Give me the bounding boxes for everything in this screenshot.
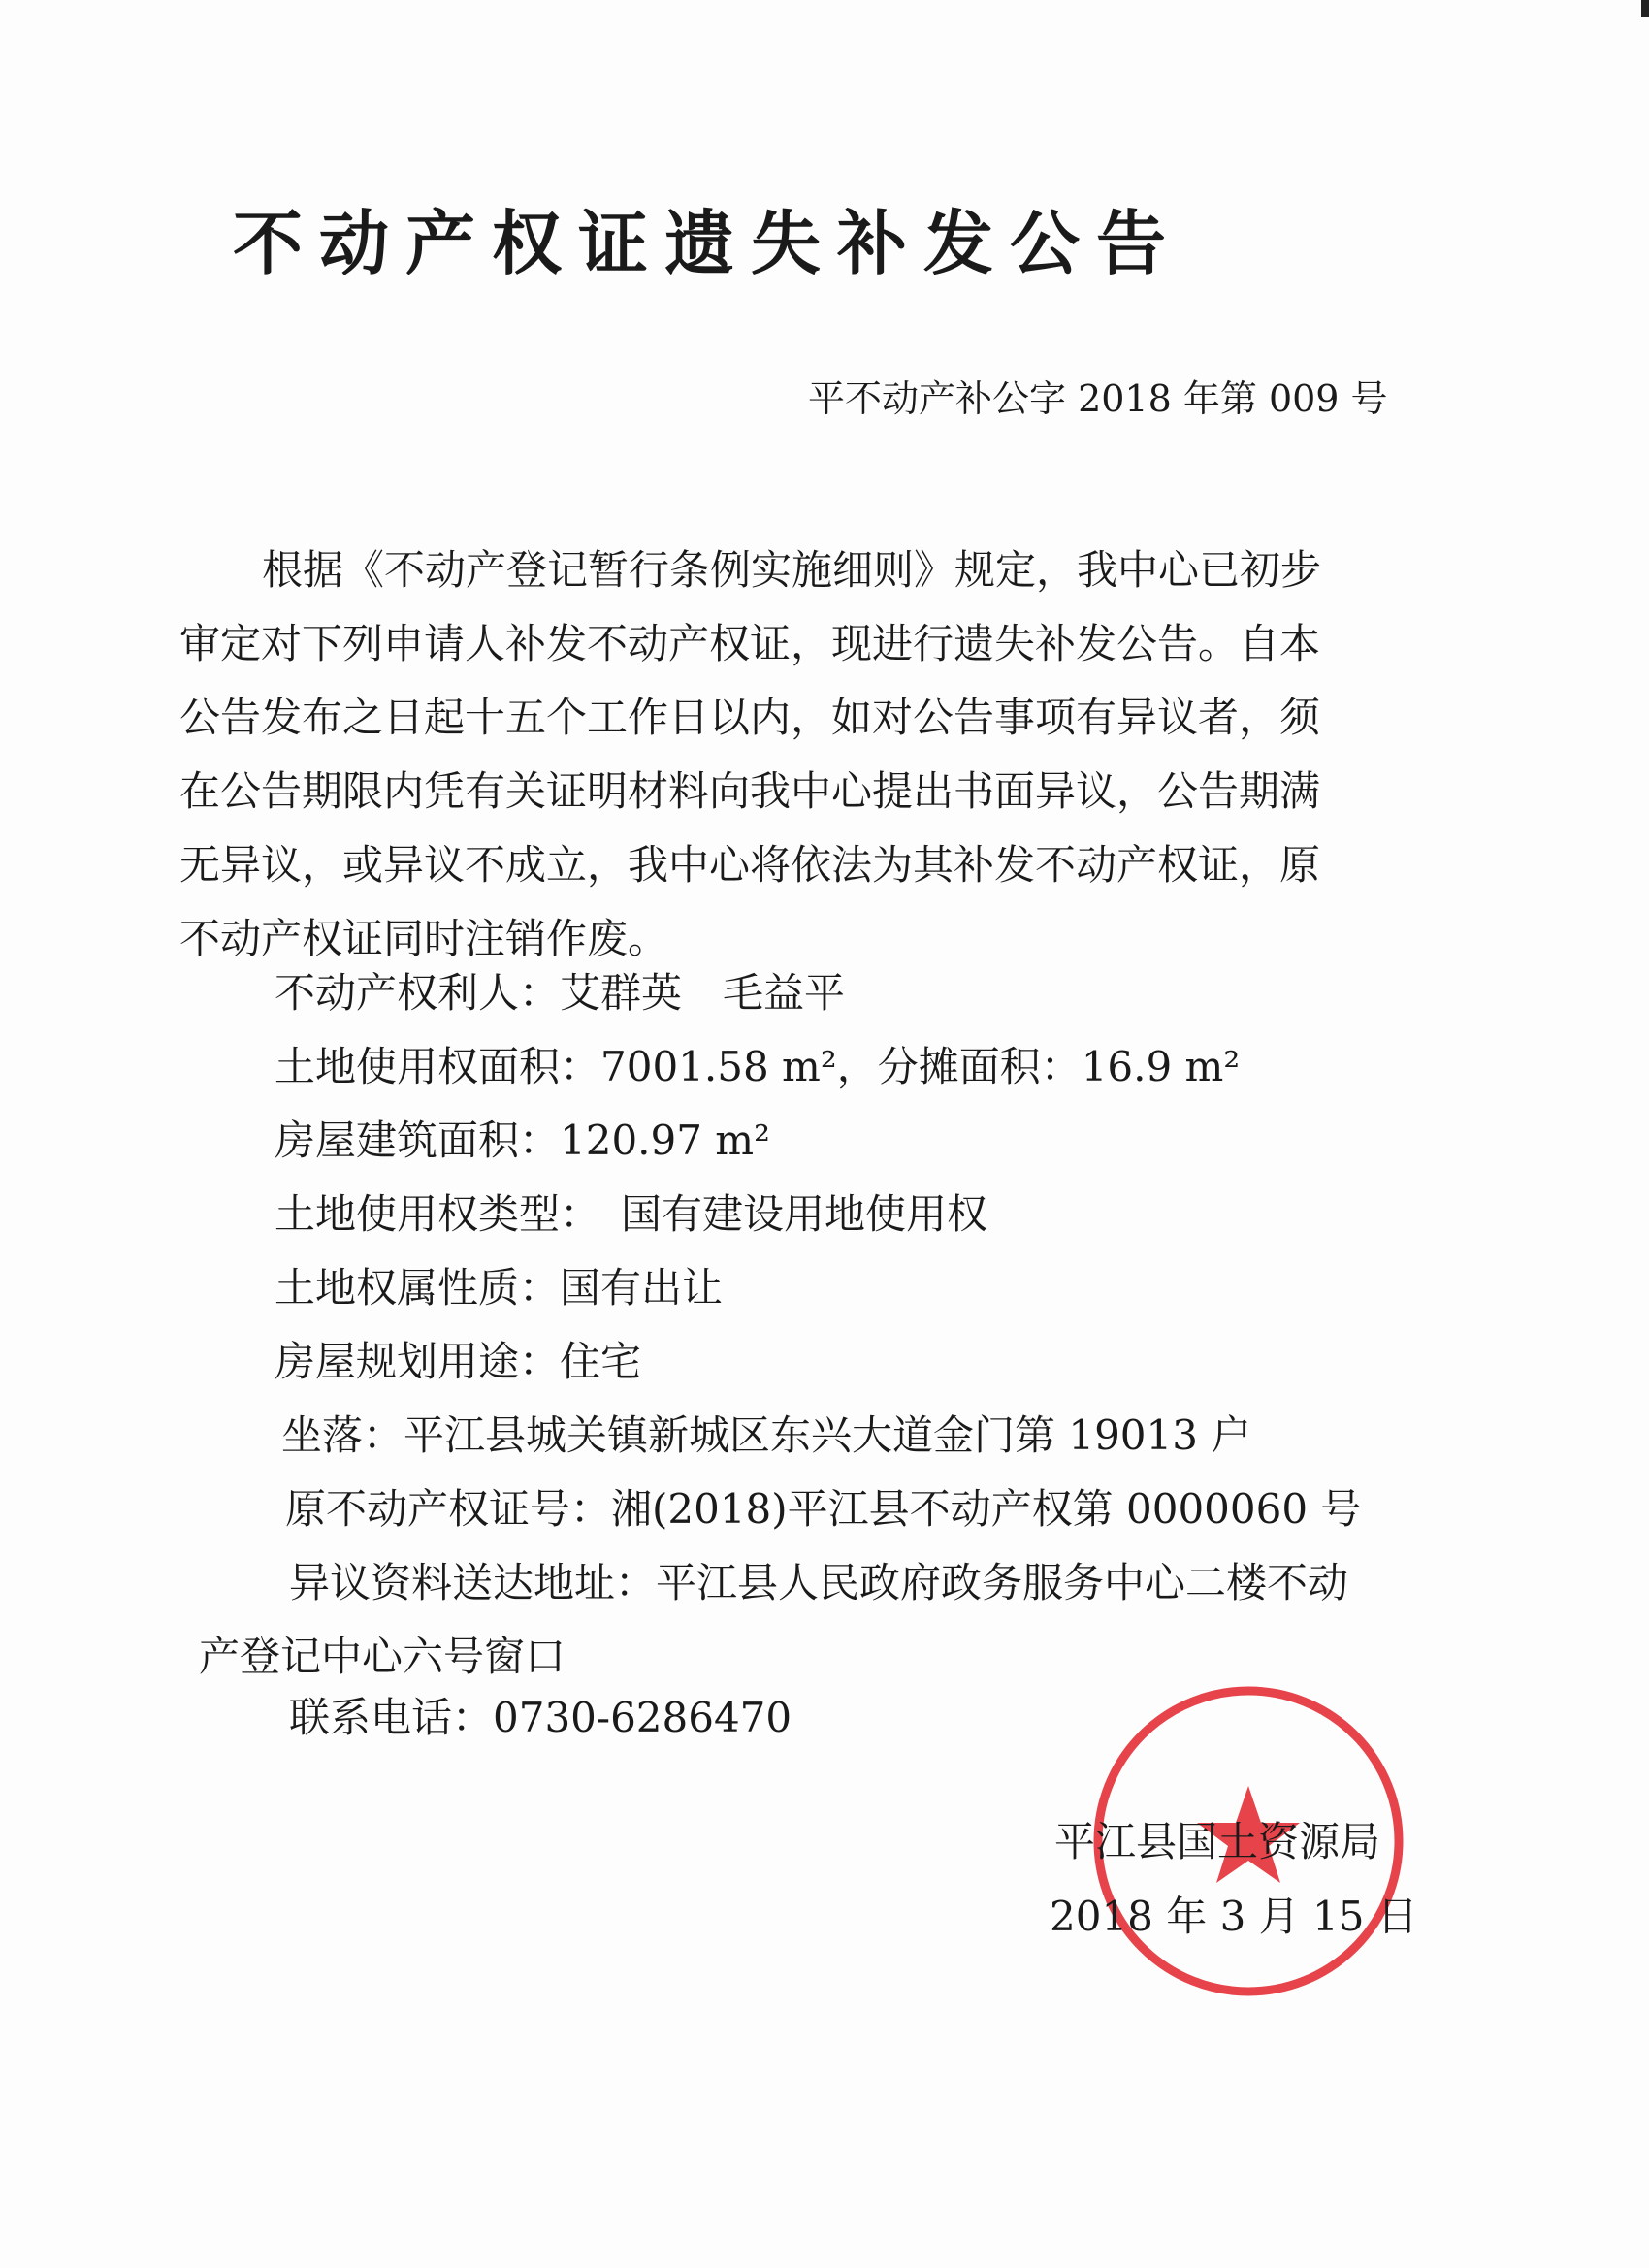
notice-title: 不动产权证遗失补发公告 — [233, 203, 1183, 284]
issue-date: 2018 年 3 月 15 日 — [1050, 1893, 1418, 1940]
body-line: 在公告期限内凭有关证明材料向我中心提出书面异议，公告期满 — [179, 767, 1321, 815]
phone-field: 联系电话：0730-6286470 — [289, 1694, 792, 1741]
planned-use-field: 房屋规划用途：住宅 — [275, 1338, 642, 1385]
original-cert-number-field: 原不动产权证号：湘(2018)平江县不动产权第 0000060 号 — [285, 1485, 1362, 1533]
scan-edge-mark — [1641, 0, 1649, 17]
body-line: 不动产权证同时注销作废。 — [179, 915, 669, 962]
land-use-type-field: 土地使用权类型： 国有建设用地使用权 — [275, 1190, 988, 1238]
body-line: 无异议，或异议不成立，我中心将依法为其补发不动产权证，原 — [179, 841, 1321, 889]
body-line: 根据《不动产登记暂行条例实施细则》规定，我中心已初步 — [262, 546, 1322, 594]
land-area-field: 土地使用权面积：7001.58 m²，分摊面积：16.9 m² — [275, 1043, 1241, 1090]
issuer-name: 平江县国土资源局 — [1054, 1818, 1381, 1865]
body-line: 审定对下列申请人补发不动产权证，现进行遗失补发公告。自本 — [179, 620, 1321, 667]
location-field: 坐落：平江县城关镇新城区东兴大道金门第 19013 户 — [281, 1411, 1252, 1459]
objection-address-field: 异议资料送达地址：平江县人民政府政务服务中心二楼不动 — [289, 1559, 1349, 1606]
body-line: 公告发布之日起十五个工作日以内，如对公告事项有异议者，须 — [179, 694, 1321, 741]
document-number: 平不动产补公字 2018 年第 009 号 — [808, 377, 1388, 420]
owner-field: 不动产权利人：艾群英 毛益平 — [275, 969, 846, 1017]
building-area-field: 房屋建筑面积：120.97 m² — [275, 1117, 770, 1164]
objection-address-continuation: 产登记中心六号窗口 — [199, 1633, 566, 1680]
land-nature-field: 土地权属性质：国有出让 — [275, 1264, 724, 1312]
